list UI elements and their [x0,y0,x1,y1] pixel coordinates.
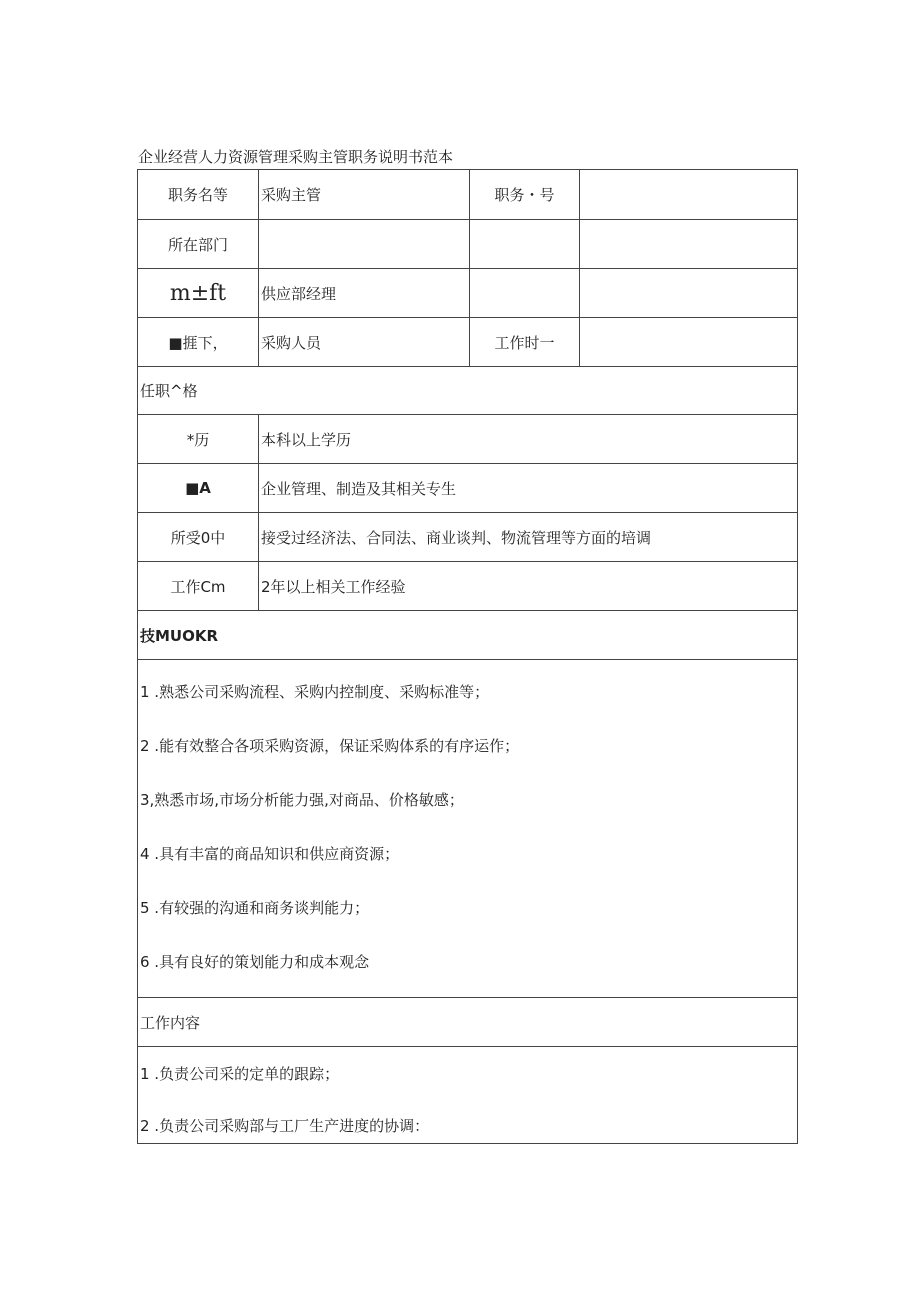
table-row [138,269,797,318]
qualifications-header: 任职^格 [140,382,198,400]
work-header: 工作内容 [140,1013,201,1032]
list-item: 2 .能有效整合各项采购资源，保证采购体系的有序运作； [140,736,520,755]
value-education: 本科以上学历 [258,415,797,463]
value-empty [579,220,797,268]
table-row [138,464,797,513]
table-row [138,415,797,464]
job-description-table [137,169,798,1144]
list-item: 3,熟悉市场,市场分析能力强,对商品、价格敏感； [140,790,464,809]
list-item: 5 .有较强的沟通和商务谈判能力； [140,898,370,917]
label-job-number: 职务・号 [469,170,579,219]
value-experience: 2年以上相关工作经验 [258,562,797,610]
label-training-text: 所受0中 [170,528,226,547]
work-section [138,1047,797,1143]
label-empty [469,220,579,268]
label-supervisor: m±ft [169,280,227,306]
list-item: 2 .负责公司采购部与工厂生产进度的协调： [140,1116,430,1135]
table-row [138,220,797,269]
skills-header: 技MUOKR [140,626,219,645]
label-job-title: 职务名等 [167,186,228,204]
list-item: 4 .具有丰富的商品知识和供应商资源； [140,844,400,863]
skills-section [138,660,797,998]
label-department: 所在部门 [167,235,228,254]
section-header-work [138,998,797,1047]
value-work-hours [579,318,797,366]
value-job-number [579,170,797,219]
table-row [138,318,797,367]
value-subordinates: 采购人员 [258,318,469,366]
value-department [258,220,469,268]
label-subordinates: ■捱下， [168,333,228,352]
label-education: *历 [186,430,210,449]
section-header-qualifications [138,367,797,415]
value-training: 接受过经济法、合同法、商业谈判、物流管理等方面的培调 [258,513,797,561]
list-item: 1 .负责公司采的定单的跟踪； [140,1064,340,1083]
label-major: ■A [185,479,211,497]
label-training [138,513,258,561]
section-header-skills [138,611,797,660]
value-major: 企业管理、制造及其相关专生 [258,464,797,512]
label-work-hours: 工作时一 [469,318,579,366]
value-job-title: 采购主管 [258,170,469,219]
value-supervisor: 供应部经理 [258,269,469,317]
document-title: 企业经营人力资源管理采购主管职务说明书范本 [138,148,454,166]
label-experience: 工作Cm [170,577,226,596]
list-item: 1 .熟悉公司采购流程、采购内控制度、采购标准等； [140,682,490,701]
list-item: 6 .具有良好的策划能力和成本观念 [140,952,370,971]
table-row [138,562,797,611]
value-empty [579,269,797,317]
table-row [138,513,797,562]
label-empty [469,269,579,317]
table-row [138,170,797,220]
